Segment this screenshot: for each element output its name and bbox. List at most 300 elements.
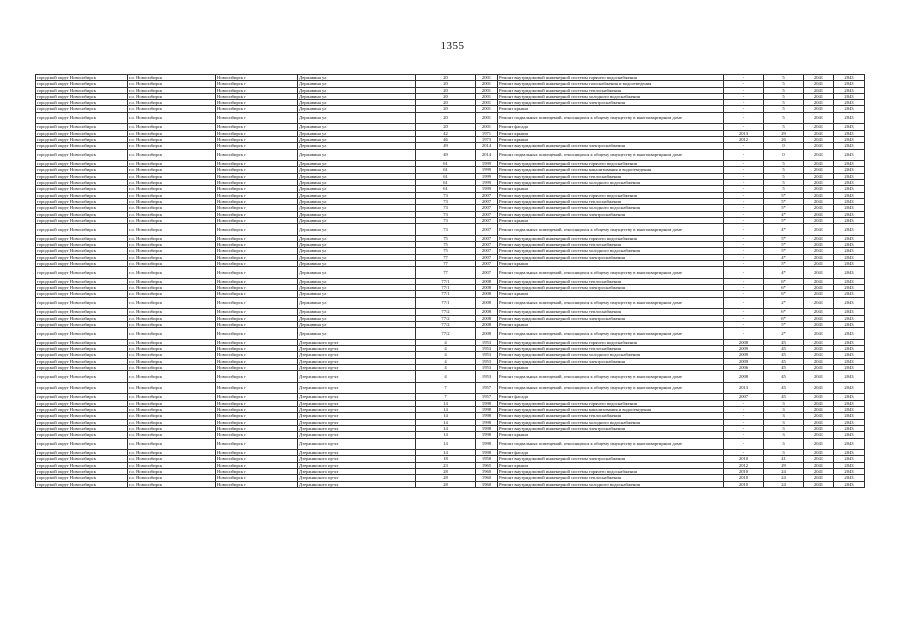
cell-settlement: Новосибирск г	[216, 254, 298, 260]
cell-wear-percent: 3	[764, 413, 804, 419]
cell-last-repair-year: -	[724, 87, 764, 93]
cell-municipality: городской округ Новосибирск	[36, 192, 128, 198]
cell-work-type: Ремонт фасада	[498, 124, 724, 130]
cell-wear-percent: 3	[764, 419, 804, 425]
cell-wear-percent: 29	[764, 462, 804, 468]
cell-build-year: 2007	[476, 248, 498, 254]
cell-work-type: Ремонт внутридомовой инженерной системы электроснабжения	[498, 315, 724, 321]
cell-build-year: 2007	[476, 242, 498, 248]
cell-build-year: 1998	[476, 450, 498, 456]
cell-settlement: Новосибирск г	[216, 285, 298, 291]
cell-wear-percent: 5	[764, 93, 804, 99]
cell-settlement: Новосибирск г	[216, 339, 298, 345]
cell-wear-percent: 3	[764, 450, 804, 456]
cell-street: Державина ул	[298, 224, 416, 236]
cell-plan-end-year: 2043	[834, 106, 865, 112]
cell-street: Державина ул	[298, 75, 416, 81]
cell-street: Державина ул	[298, 291, 416, 297]
cell-settlement: Новосибирск г	[216, 173, 298, 179]
cell-municipality: городской округ Новосибирск	[36, 346, 128, 352]
cell-build-year: 2007	[476, 192, 498, 198]
cell-work-type: Ремонт подвальных помещений, относящихся к общему имуществу в многоквартирном доме	[498, 382, 724, 394]
cell-plan-end-year: 2043	[834, 124, 865, 130]
cell-wear-percent: 6*	[764, 278, 804, 284]
cell-build-year: 2001	[476, 87, 498, 93]
cell-street: Державина ул	[298, 328, 416, 340]
cell-build-year: 1960	[476, 481, 498, 487]
table-row	[36, 149, 865, 161]
cell-municipality: городской округ Новосибирск	[36, 407, 128, 413]
cell-street: Державина ул	[298, 267, 416, 279]
cell-last-repair-year: -	[724, 267, 764, 279]
cell-build-year: 2008	[476, 315, 498, 321]
cell-house-number: 61	[416, 167, 476, 173]
cell-municipality: городской округ Новосибирск	[36, 81, 128, 87]
cell-build-year: 1953	[476, 371, 498, 383]
cell-street: Державина ул	[298, 297, 416, 309]
cell-settlement: Новосибирск г	[216, 371, 298, 383]
cell-last-repair-year: -	[724, 407, 764, 413]
cell-wear-percent: 45	[764, 346, 804, 352]
cell-street: Державина ул	[298, 186, 416, 192]
cell-build-year: 1973	[476, 136, 498, 142]
cell-last-repair-year: -	[724, 149, 764, 161]
cell-wear-percent: 5*	[764, 321, 804, 327]
cell-wear-percent: 29	[764, 130, 804, 136]
cell-district: г.о. Новосибирск	[128, 394, 216, 400]
cell-municipality: городской округ Новосибирск	[36, 382, 128, 394]
table-row	[36, 438, 865, 450]
cell-work-type: Ремонт крыши	[498, 462, 724, 468]
cell-house-number: 28	[416, 481, 476, 487]
cell-last-repair-year: 2007	[724, 394, 764, 400]
cell-plan-start-year: 2041	[804, 462, 834, 468]
cell-district: г.о. Новосибирск	[128, 242, 216, 248]
cell-house-number: 20	[416, 106, 476, 112]
cell-work-type: Ремонт внутридомовой инженерной системы холодного водоснабжения	[498, 352, 724, 358]
cell-plan-end-year: 2043	[834, 278, 865, 284]
cell-last-repair-year: -	[724, 242, 764, 248]
cell-plan-end-year: 2043	[834, 328, 865, 340]
cell-plan-start-year: 2041	[804, 254, 834, 260]
cell-build-year: 2001	[476, 75, 498, 81]
cell-wear-percent: 45	[764, 394, 804, 400]
cell-settlement: Новосибирск г	[216, 413, 298, 419]
cell-work-type: Ремонт внутридомовой инженерной системы канализования и водоотведения	[498, 407, 724, 413]
cell-plan-end-year: 2043	[834, 419, 865, 425]
cell-wear-percent: 5*	[764, 198, 804, 204]
cell-build-year: 2007	[476, 267, 498, 279]
cell-work-type: Ремонт внутридомовой инженерной системы теплоснабжения	[498, 475, 724, 481]
cell-build-year: 2007	[476, 198, 498, 204]
cell-plan-end-year: 2043	[834, 161, 865, 167]
cell-last-repair-year: -	[724, 81, 764, 87]
cell-street: Державина ул	[298, 87, 416, 93]
cell-municipality: городской округ Новосибирск	[36, 75, 128, 81]
cell-house-number: 20	[416, 87, 476, 93]
cell-last-repair-year: -	[724, 173, 764, 179]
cell-house-number: 20	[416, 100, 476, 106]
table-row	[36, 267, 865, 279]
cell-house-number: 4	[416, 346, 476, 352]
cell-municipality: городской округ Новосибирск	[36, 321, 128, 327]
cell-house-number: 4	[416, 339, 476, 345]
cell-municipality: городской округ Новосибирск	[36, 136, 128, 142]
cell-plan-end-year: 2043	[834, 450, 865, 456]
cell-work-type: Ремонт подвальных помещений, относящихся к общему имуществу в многоквартирном доме	[498, 112, 724, 124]
cell-plan-end-year: 2043	[834, 254, 865, 260]
cell-wear-percent: 2*	[764, 297, 804, 309]
cell-plan-start-year: 2041	[804, 371, 834, 383]
cell-district: г.о. Новосибирск	[128, 205, 216, 211]
cell-work-type: Ремонт подвальных помещений, относящихся к общему имуществу в многоквартирном доме	[498, 371, 724, 383]
cell-build-year: 1953	[476, 364, 498, 370]
cell-municipality: городской округ Новосибирск	[36, 291, 128, 297]
cell-district: г.о. Новосибирск	[128, 297, 216, 309]
cell-last-repair-year: 2012	[724, 462, 764, 468]
cell-district: г.о. Новосибирск	[128, 167, 216, 173]
table-body	[36, 75, 865, 488]
cell-build-year: 2008	[476, 297, 498, 309]
cell-house-number: 73	[416, 217, 476, 223]
cell-municipality: городской округ Новосибирск	[36, 211, 128, 217]
cell-plan-start-year: 2041	[804, 173, 834, 179]
cell-street: Державина ул	[298, 100, 416, 106]
cell-street: Державина ул	[298, 167, 416, 173]
cell-district: г.о. Новосибирск	[128, 309, 216, 315]
cell-municipality: городской округ Новосибирск	[36, 248, 128, 254]
cell-plan-start-year: 2041	[804, 456, 834, 462]
cell-build-year: 2001	[476, 81, 498, 87]
cell-house-number: 14	[416, 432, 476, 438]
cell-plan-end-year: 2043	[834, 198, 865, 204]
cell-house-number: 77/2	[416, 321, 476, 327]
cell-plan-end-year: 2043	[834, 100, 865, 106]
cell-settlement: Новосибирск г	[216, 130, 298, 136]
cell-work-type: Ремонт внутридомовой инженерной системы холодного водоснабжения	[498, 93, 724, 99]
cell-plan-start-year: 2041	[804, 358, 834, 364]
cell-plan-start-year: 2041	[804, 248, 834, 254]
cell-plan-start-year: 2041	[804, 450, 834, 456]
cell-municipality: городской округ Новосибирск	[36, 475, 128, 481]
cell-build-year: 2001	[476, 100, 498, 106]
cell-settlement: Новосибирск г	[216, 136, 298, 142]
cell-wear-percent: 24	[764, 481, 804, 487]
cell-last-repair-year: 2009	[724, 346, 764, 352]
cell-plan-end-year: 2043	[834, 315, 865, 321]
cell-plan-end-year: 2043	[834, 75, 865, 81]
cell-settlement: Новосибирск г	[216, 180, 298, 186]
cell-municipality: городской округ Новосибирск	[36, 235, 128, 241]
cell-district: г.о. Новосибирск	[128, 130, 216, 136]
cell-municipality: городской округ Новосибирск	[36, 130, 128, 136]
cell-plan-end-year: 2043	[834, 224, 865, 236]
cell-plan-end-year: 2043	[834, 217, 865, 223]
cell-last-repair-year: 2010	[724, 456, 764, 462]
cell-settlement: Новосибирск г	[216, 407, 298, 413]
cell-street: Державина ул	[298, 106, 416, 112]
cell-wear-percent: 5	[764, 112, 804, 124]
cell-settlement: Новосибирск г	[216, 192, 298, 198]
table-row	[36, 224, 865, 236]
cell-wear-percent: 5	[764, 186, 804, 192]
cell-last-repair-year: -	[724, 328, 764, 340]
cell-plan-start-year: 2041	[804, 285, 834, 291]
cell-district: г.о. Новосибирск	[128, 400, 216, 406]
cell-last-repair-year: -	[724, 315, 764, 321]
cell-settlement: Новосибирск г	[216, 419, 298, 425]
cell-house-number: 14	[416, 413, 476, 419]
cell-last-repair-year: 2010	[724, 469, 764, 475]
cell-house-number: 61	[416, 180, 476, 186]
cell-municipality: городской округ Новосибирск	[36, 100, 128, 106]
cell-house-number: 77	[416, 267, 476, 279]
cell-street: Дзержинского пр-кт	[298, 346, 416, 352]
cell-work-type: Ремонт внутридомовой инженерной системы канализования и водоотведения	[498, 167, 724, 173]
cell-house-number: 75	[416, 248, 476, 254]
cell-settlement: Новосибирск г	[216, 315, 298, 321]
cell-settlement: Новосибирск г	[216, 309, 298, 315]
cell-work-type: Ремонт внутридомовой инженерной системы холодного водоснабжения	[498, 419, 724, 425]
cell-district: г.о. Новосибирск	[128, 81, 216, 87]
cell-settlement: Новосибирск г	[216, 382, 298, 394]
cell-street: Державина ул	[298, 285, 416, 291]
cell-wear-percent: 5	[764, 106, 804, 112]
cell-municipality: городской округ Новосибирск	[36, 438, 128, 450]
cell-street: Державина ул	[298, 242, 416, 248]
cell-district: г.о. Новосибирск	[128, 149, 216, 161]
cell-plan-end-year: 2043	[834, 248, 865, 254]
cell-wear-percent: 5*	[764, 235, 804, 241]
cell-municipality: городской округ Новосибирск	[36, 285, 128, 291]
cell-last-repair-year: -	[724, 106, 764, 112]
cell-wear-percent: 26	[764, 136, 804, 142]
cell-work-type: Ремонт крыши	[498, 432, 724, 438]
cell-plan-end-year: 2043	[834, 364, 865, 370]
cell-settlement: Новосибирск г	[216, 462, 298, 468]
cell-settlement: Новосибирск г	[216, 112, 298, 124]
cell-municipality: городской округ Новосибирск	[36, 481, 128, 487]
cell-settlement: Новосибирск г	[216, 400, 298, 406]
cell-street: Державина ул	[298, 124, 416, 130]
cell-last-repair-year: 2010	[724, 481, 764, 487]
cell-build-year: 2008	[476, 309, 498, 315]
cell-wear-percent: 24	[764, 475, 804, 481]
cell-last-repair-year: -	[724, 186, 764, 192]
cell-last-repair-year: -	[724, 124, 764, 130]
cell-plan-end-year: 2043	[834, 211, 865, 217]
cell-work-type: Ремонт крыши	[498, 217, 724, 223]
cell-last-repair-year: -	[724, 400, 764, 406]
cell-street: Дзержинского пр-кт	[298, 456, 416, 462]
cell-house-number: 4	[416, 352, 476, 358]
cell-work-type: Ремонт подвальных помещений, относящихся к общему имуществу в многоквартирном доме	[498, 267, 724, 279]
cell-settlement: Новосибирск г	[216, 358, 298, 364]
cell-last-repair-year: -	[724, 321, 764, 327]
cell-plan-start-year: 2041	[804, 394, 834, 400]
cell-house-number: 77/2	[416, 315, 476, 321]
cell-plan-end-year: 2043	[834, 346, 865, 352]
cell-wear-percent: 5*	[764, 205, 804, 211]
cell-build-year: 2001	[476, 112, 498, 124]
cell-wear-percent: 5	[764, 161, 804, 167]
cell-street: Державина ул	[298, 278, 416, 284]
cell-wear-percent: 45	[764, 352, 804, 358]
cell-last-repair-year: 2010	[724, 475, 764, 481]
cell-build-year: 1953	[476, 346, 498, 352]
cell-build-year: 2008	[476, 291, 498, 297]
cell-street: Дзержинского пр-кт	[298, 438, 416, 450]
cell-settlement: Новосибирск г	[216, 167, 298, 173]
cell-settlement: Новосибирск г	[216, 242, 298, 248]
cell-plan-start-year: 2041	[804, 180, 834, 186]
cell-last-repair-year: -	[724, 438, 764, 450]
cell-plan-end-year: 2043	[834, 81, 865, 87]
cell-street: Дзержинского пр-кт	[298, 364, 416, 370]
cell-wear-percent: 5	[764, 100, 804, 106]
cell-build-year: 1998	[476, 438, 498, 450]
cell-plan-end-year: 2043	[834, 438, 865, 450]
cell-municipality: городской округ Новосибирск	[36, 432, 128, 438]
page-number: 1355	[440, 40, 465, 52]
cell-plan-start-year: 2041	[804, 481, 834, 487]
cell-last-repair-year: -	[724, 419, 764, 425]
cell-municipality: городской округ Новосибирск	[36, 394, 128, 400]
cell-plan-end-year: 2043	[834, 186, 865, 192]
cell-street: Дзержинского пр-кт	[298, 400, 416, 406]
cell-street: Державина ул	[298, 173, 416, 179]
cell-district: г.о. Новосибирск	[128, 285, 216, 291]
cell-work-type: Ремонт внутридомовой инженерной системы горячего водоснабжения	[498, 235, 724, 241]
cell-plan-end-year: 2043	[834, 205, 865, 211]
cell-settlement: Новосибирск г	[216, 297, 298, 309]
cell-wear-percent: 5*	[764, 192, 804, 198]
cell-work-type: Ремонт внутридомовой инженерной системы теплоснабжения	[498, 198, 724, 204]
cell-plan-end-year: 2043	[834, 87, 865, 93]
cell-settlement: Новосибирск г	[216, 75, 298, 81]
cell-street: Державина ул	[298, 211, 416, 217]
cell-house-number: 73	[416, 198, 476, 204]
cell-house-number: 77/2	[416, 328, 476, 340]
cell-plan-end-year: 2043	[834, 192, 865, 198]
cell-house-number: 14	[416, 425, 476, 431]
cell-work-type: Ремонт крыши	[498, 130, 724, 136]
cell-wear-percent: 3	[764, 438, 804, 450]
cell-municipality: городской округ Новосибирск	[36, 106, 128, 112]
cell-settlement: Новосибирск г	[216, 87, 298, 93]
cell-municipality: городской округ Новосибирск	[36, 462, 128, 468]
cell-build-year: 1998	[476, 413, 498, 419]
cell-wear-percent: 5*	[764, 260, 804, 266]
cell-street: Державина ул	[298, 161, 416, 167]
cell-build-year: 1971	[476, 130, 498, 136]
cell-last-repair-year: -	[724, 291, 764, 297]
cell-last-repair-year: -	[724, 425, 764, 431]
cell-work-type: Ремонт внутридомовой инженерной системы электроснабжения	[498, 143, 724, 149]
cell-last-repair-year: 2008	[724, 339, 764, 345]
cell-district: г.о. Новосибирск	[128, 419, 216, 425]
cell-wear-percent: 5	[764, 180, 804, 186]
cell-municipality: городской округ Новосибирск	[36, 180, 128, 186]
cell-plan-end-year: 2043	[834, 469, 865, 475]
cell-work-type: Ремонт фасада	[498, 450, 724, 456]
cell-municipality: городской округ Новосибирск	[36, 149, 128, 161]
cell-wear-percent: 5	[764, 167, 804, 173]
cell-municipality: городской округ Новосибирск	[36, 217, 128, 223]
cell-work-type: Ремонт крыши	[498, 186, 724, 192]
cell-wear-percent: 5*	[764, 248, 804, 254]
cell-street: Дзержинского пр-кт	[298, 469, 416, 475]
cell-work-type: Ремонт внутридомовой инженерной системы теплоснабжения	[498, 242, 724, 248]
cell-wear-percent: 5	[764, 75, 804, 81]
cell-municipality: городской округ Новосибирск	[36, 309, 128, 315]
cell-street: Дзержинского пр-кт	[298, 462, 416, 468]
cell-last-repair-year: -	[724, 278, 764, 284]
cell-municipality: городской округ Новосибирск	[36, 260, 128, 266]
cell-house-number: 4	[416, 371, 476, 383]
cell-last-repair-year: -	[724, 198, 764, 204]
cell-settlement: Новосибирск г	[216, 124, 298, 130]
cell-district: г.о. Новосибирск	[128, 358, 216, 364]
cell-plan-start-year: 2041	[804, 413, 834, 419]
cell-settlement: Новосибирск г	[216, 432, 298, 438]
cell-municipality: городской округ Новосибирск	[36, 419, 128, 425]
cell-plan-start-year: 2041	[804, 339, 834, 345]
cell-street: Дзержинского пр-кт	[298, 394, 416, 400]
cell-municipality: городской округ Новосибирск	[36, 278, 128, 284]
table-row	[36, 481, 865, 487]
cell-wear-percent: 2*	[764, 328, 804, 340]
cell-work-type: Ремонт внутридомовой инженерной системы электроснабжения	[498, 100, 724, 106]
cell-street: Державина ул	[298, 217, 416, 223]
cell-build-year: 2007	[476, 260, 498, 266]
cell-district: г.о. Новосибирск	[128, 339, 216, 345]
cell-municipality: городской округ Новосибирск	[36, 450, 128, 456]
cell-last-repair-year: -	[724, 217, 764, 223]
cell-work-type: Ремонт подвальных помещений, относящихся к общему имуществу в многоквартирном доме	[498, 224, 724, 236]
cell-district: г.о. Новосибирск	[128, 278, 216, 284]
cell-district: г.о. Новосибирск	[128, 186, 216, 192]
cell-last-repair-year: -	[724, 450, 764, 456]
cell-house-number: 49	[416, 143, 476, 149]
cell-wear-percent: 6*	[764, 285, 804, 291]
cell-street: Державина ул	[298, 81, 416, 87]
cell-plan-start-year: 2041	[804, 260, 834, 266]
cell-house-number: 7	[416, 394, 476, 400]
cell-plan-end-year: 2043	[834, 173, 865, 179]
cell-municipality: городской округ Новосибирск	[36, 364, 128, 370]
cell-municipality: городской округ Новосибирск	[36, 167, 128, 173]
cell-wear-percent: 4*	[764, 211, 804, 217]
cell-plan-start-year: 2041	[804, 438, 834, 450]
cell-street: Державина ул	[298, 309, 416, 315]
cell-plan-end-year: 2043	[834, 382, 865, 394]
cell-build-year: 1960	[476, 475, 498, 481]
cell-last-repair-year: -	[724, 297, 764, 309]
cell-work-type: Ремонт крыши	[498, 260, 724, 266]
table-row	[36, 371, 865, 383]
cell-build-year: 1999	[476, 173, 498, 179]
cell-house-number: 73	[416, 211, 476, 217]
cell-last-repair-year: -	[724, 100, 764, 106]
cell-district: г.о. Новосибирск	[128, 328, 216, 340]
cell-house-number: 23	[416, 462, 476, 468]
cell-plan-end-year: 2043	[834, 180, 865, 186]
cell-work-type: Ремонт крыши	[498, 364, 724, 370]
cell-wear-percent: 0	[764, 149, 804, 161]
cell-plan-end-year: 2043	[834, 462, 865, 468]
cell-settlement: Новосибирск г	[216, 364, 298, 370]
